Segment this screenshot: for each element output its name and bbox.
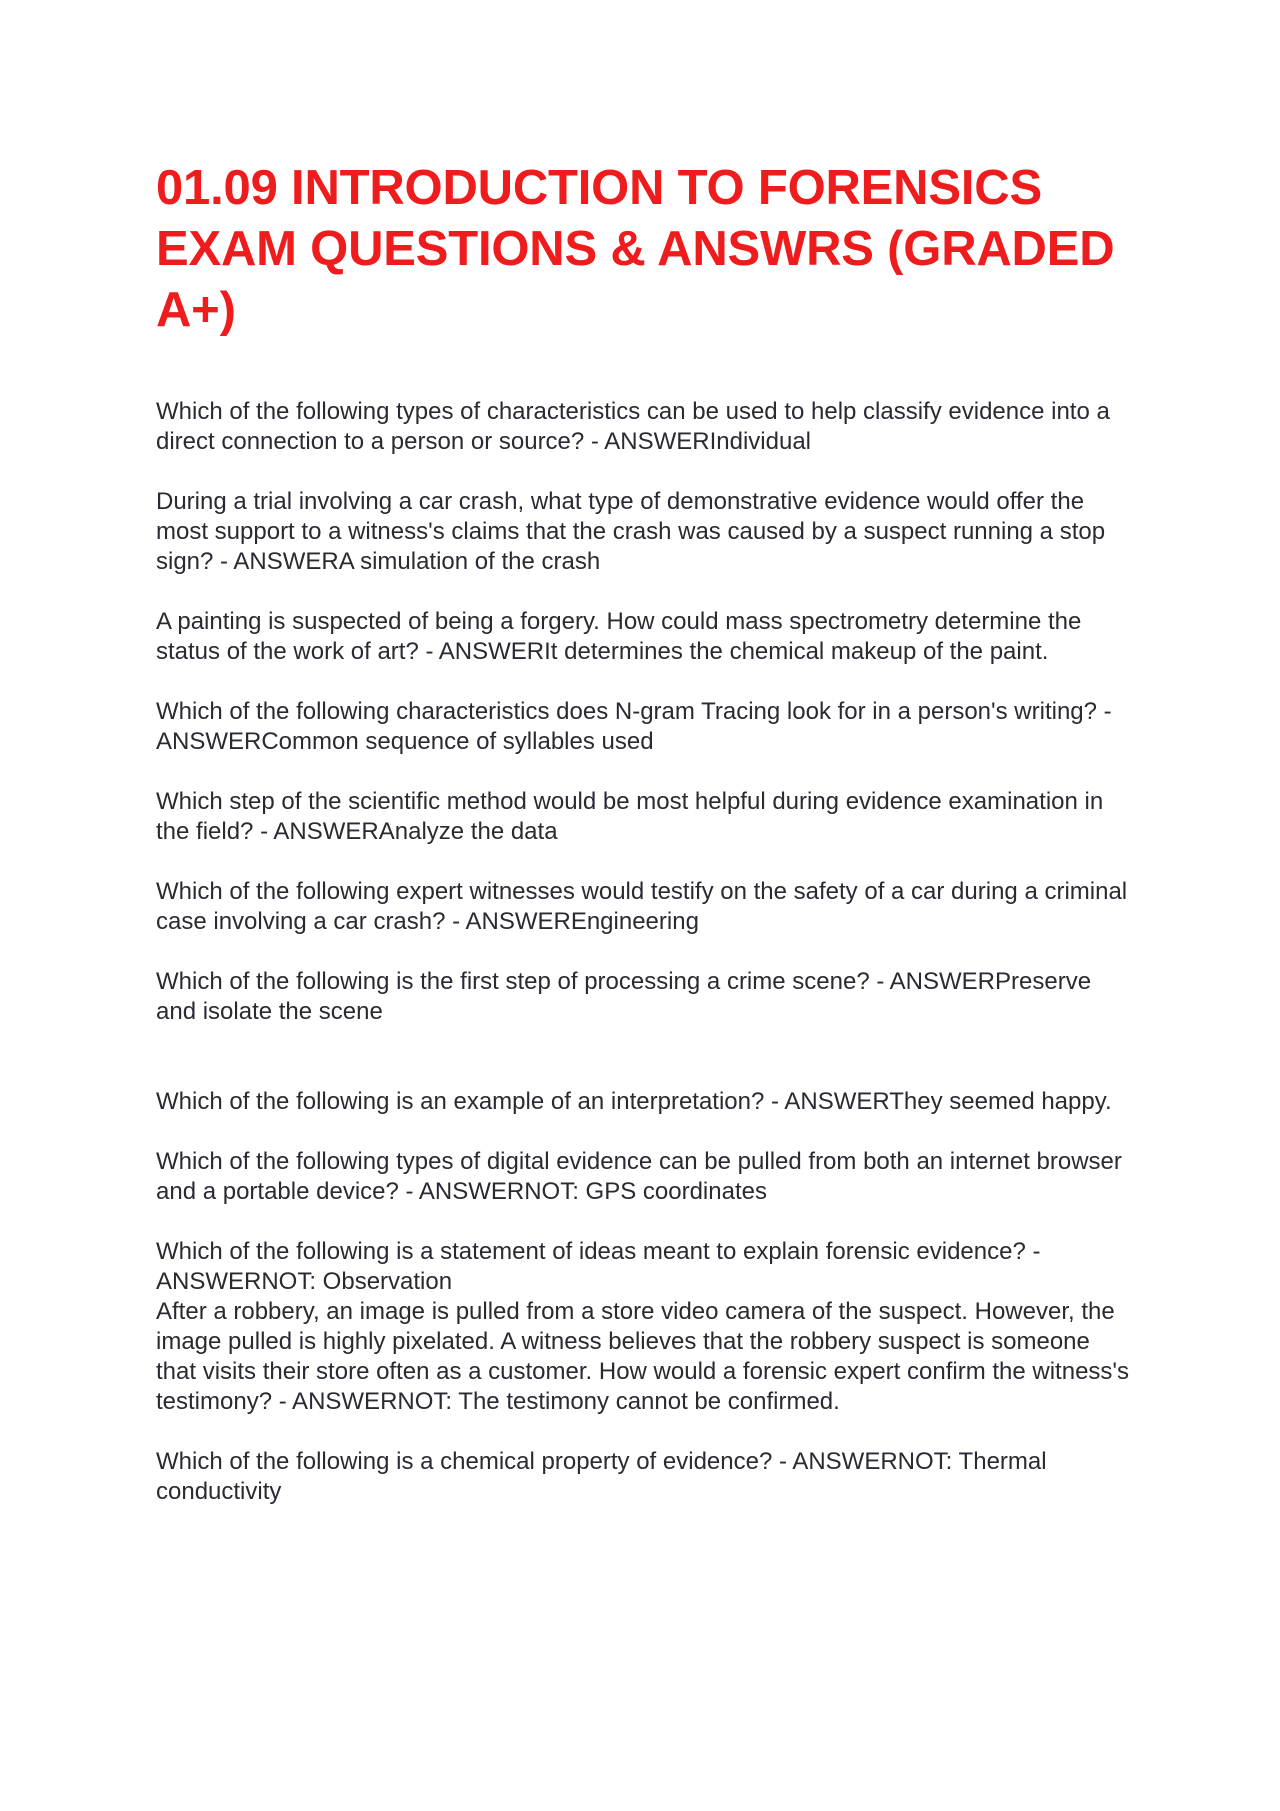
qa-item: A painting is suspected of being a forgery. How could mass spectrometry determine the status of the work of art? - ANSWERIt determines the chemical makeup of the paint.: [156, 608, 1082, 665]
document-page: [156, 158, 1131, 1537]
qa-item: Which of the following is the first step of processing a crime scene? - ANSWERPreserve and isolate the scene: [156, 968, 1092, 1025]
qa-item: Which of the following is an example of an interpretation? - ANSWERThey seemed happy.: [156, 1088, 1112, 1115]
qa-item: After a robbery, an image is pulled from a store video camera of the suspect. However, the image pulled is highly pixelated. A witness believes that the robbery suspect is someone that visits their store often as a customer. How would a forensic expert confirm the witness's testimony? - ANSWERNOT: The testimony cannot be confirmed.: [156, 1298, 1129, 1415]
qa-item: Which of the following types of characteristics can be used to help classify evidence into a direct connection to a person or source? - ANSWERIndividual: [156, 398, 1110, 455]
qa-item: Which of the following types of digital evidence can be pulled from both an internet browser and a portable device? - ANSWERNOT: GPS coordinates: [156, 1148, 1122, 1205]
qa-item: Which of the following is a chemical property of evidence? - ANSWERNOT: Thermal conductivity: [156, 1448, 1047, 1505]
qa-item: Which step of the scientific method would be most helpful during evidence examination in the field? - ANSWERAnalyze the data: [156, 788, 1104, 845]
qa-item: Which of the following expert witnesses would testify on the safety of a car during a criminal case involving a car crash? - ANSWEREngineering: [156, 878, 1128, 935]
qa-list: [156, 397, 1131, 1507]
qa-item: During a trial involving a car crash, what type of demonstrative evidence would offer the most support to a witness's claims that the crash was caused by a suspect running a stop sign? - ANSWERA simulation of the crash: [156, 488, 1106, 575]
document-title: 01.09 INTRODUCTION TO FORENSICS EXAM QUESTIONS & ANSWRS (GRADED A+): [156, 161, 1115, 337]
qa-item: Which of the following characteristics does N-gram Tracing look for in a person's writing? - ANSWERCommon sequence of syllables used: [156, 698, 1112, 755]
qa-item: Which of the following is a statement of ideas meant to explain forensic evidence? - ANSWERNOT: Observation: [156, 1238, 1041, 1295]
